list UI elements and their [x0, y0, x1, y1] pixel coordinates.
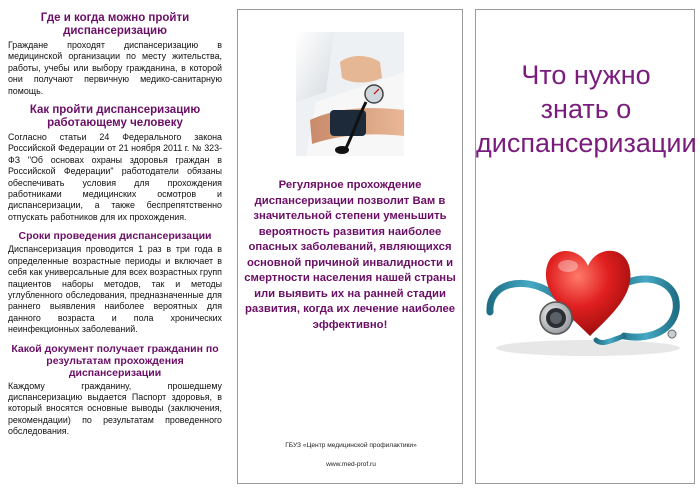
section-title-terms: Сроки проведения диспансеризации — [18, 230, 212, 243]
section-title-where: Где и когда можно пройти диспансеризацию — [40, 12, 190, 37]
title-line-1: Что нужно — [521, 60, 651, 90]
section-title-working: Как пройти диспансеризацию работающему человеку — [29, 104, 201, 130]
brochure-title — [476, 58, 696, 160]
blood-pressure-illustration — [296, 32, 404, 156]
section-body-where: Граждане проходят диспансеризацию в медицинской организации по месту жительства, работы, учебы или выбору гражданина, в которой они получают первичную медико-санитарную помощь. — [8, 40, 222, 96]
section-title-document: Какой документ получает гражданин по результатам прохождения диспансеризации — [11, 342, 219, 379]
section-body-terms: Диспансеризация проводится 1 раз в три года в определенные возрастные периоды и включает в себя как универсальные для всех возрастных групп пациентов наборы методов, так и методы углубленного обследования, предназначенные для раннего выявления наиболее вероятных для данного возраста и пола хронических неинфекционных заболеваний. — [8, 244, 222, 335]
left-panel — [0, 0, 228, 495]
main-message: Регулярное прохождение диспансеризации позволит Вам в значительной степени уменьшить вероятность развития наиболее опасных заболеваний, являющихся основной причиной инвалидности и смертности населения нашей страны или выявить их на ранней стадии развития, когда их лечение наиболее эффективно! — [244, 179, 456, 331]
heart-icon — [484, 236, 690, 360]
middle-panel — [237, 9, 463, 484]
heart-stethoscope-illustration — [484, 236, 690, 360]
title-line-3: диспансеризации — [476, 128, 697, 158]
organization-name: ГБУЗ «Центр медицинской профилактики» — [285, 442, 417, 449]
right-panel — [475, 9, 695, 484]
section-body-document: Каждому гражданину, прошедшему диспансеризацию выдается Паспорт здоровья, в который вносятся основные выводы (заключения, рекомендации) по результатам проведенного обследования. — [8, 380, 222, 437]
section-body-working: Согласно статьи 24 Федерального закона Российской Федерации от 21 ноября 2011 г. № 323-ФЗ "Об основах охраны здоровья граждан в Российской Федерации" работодатели обязаны обеспечивать условия для прохождения работниками медицинских осмотров и диспансеризации, а также беспрепятственно отпускать работников для их прохождения. — [8, 132, 222, 222]
title-line-2: знать о — [540, 94, 632, 124]
website-link[interactable]: www.med-prof.ru — [326, 461, 376, 468]
blood-pressure-photo — [296, 32, 404, 156]
